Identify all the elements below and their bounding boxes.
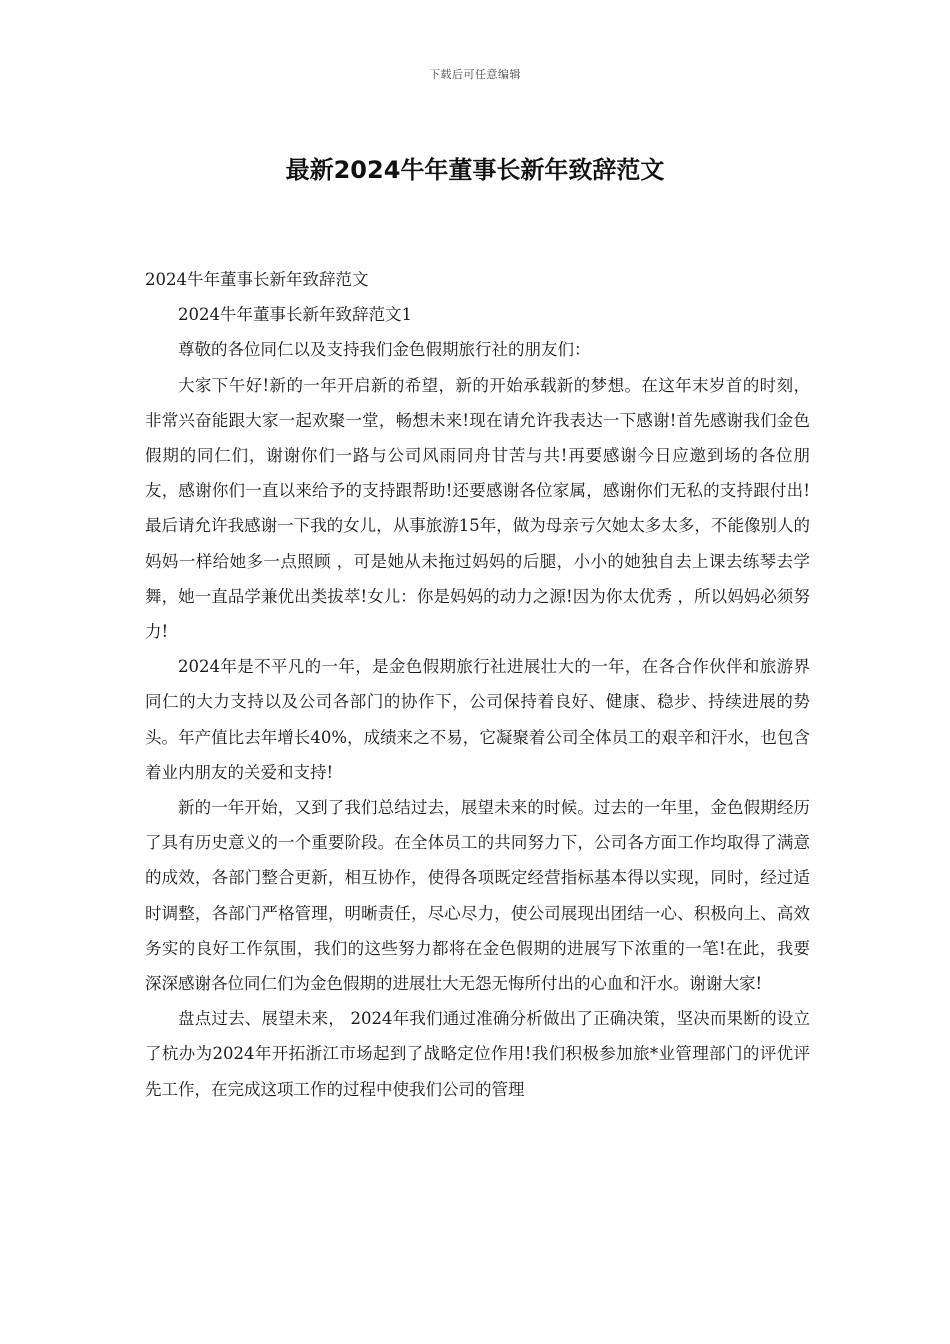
paragraph: 2024年是不平凡的一年，是金色假期旅行社进展壮大的一年，在各合作伙伴和旅游界同仁的大力支持以及公司各部门的协作下，公司保持着良好、健康、稳步、持续进展的势头。年产值比去年增长40%，成绩来之不易，它凝聚着公司全体员工的艰辛和汗水，也包含着业内朋友的关爱和支持! [145, 657, 810, 782]
document-body [145, 262, 810, 1107]
paragraph: 大家下午好!新的一年开启新的希望，新的开始承载新的梦想。在这年末岁首的时刻，非常兴奋能跟大家一起欢聚一堂，畅想未来!现在请允许我表达一下感谢!首先感谢我们金色假期的同仁们，谢谢你们一路与公司风雨同舟甘苦与共!再要感谢今日应邀到场的各位朋友，感谢你们一直以来给予的支持跟帮助!还要感谢各位家属，感谢你们无私的支持跟付出!最后请允许我感谢一下我的女儿，从事旅游15年，做为母亲亏欠她太多太多，不能像别人的妈妈一样给她多一点照顾 ，可是她从未拖过妈妈的后腿，小小的她独自去上课去练琴去学舞，她一直品学兼优出类拔萃!女儿：你是妈妈的动力之源!因为你太优秀 ，所以妈妈必须努力! [145, 375, 810, 642]
paragraph: 盘点过去、展望未来， 2024年我们通过准确分析做出了正确决策，坚决而果断的设立了杭办为2024年开拓浙江市场起到了战略定位作用!我们积极参加旅*业管理部门的评优评先工作，在完成这项工作的过程中使我们公司的管理 [145, 1009, 810, 1099]
body-subtitle: 2024牛年董事长新年致辞范文 [145, 270, 369, 289]
paragraph: 新的一年开始，又到了我们总结过去，展望未来的时候。过去的一年里，金色假期经历了具有历史意义的一个重要阶段。在全体员工的共同努力下，公司各方面工作均取得了满意的成效，各部门整合更新，相互协作，使得各项既定经营指标基本得以实现，同时，经过适时调整，各部门严格管理，明晰责任，尽心尽力，使公司展现出团结一心、积极向上、高效务实的良好工作氛围，我们的这些努力都将在金色假期的进展写下浓重的一笔!在此，我要深深感谢各位同仁们为金色假期的进展壮大无怨无悔所付出的心血和汗水。谢谢大家! [145, 798, 810, 994]
salutation: 尊敬的各位同仁以及支持我们金色假期旅行社的朋友们： [178, 340, 591, 360]
header-note: 下载后可任意编辑 [429, 68, 521, 81]
section-heading: 2024牛年董事长新年致辞范文1 [178, 305, 412, 325]
document-title: 最新2024牛年董事长新年致辞范文 [285, 156, 665, 184]
